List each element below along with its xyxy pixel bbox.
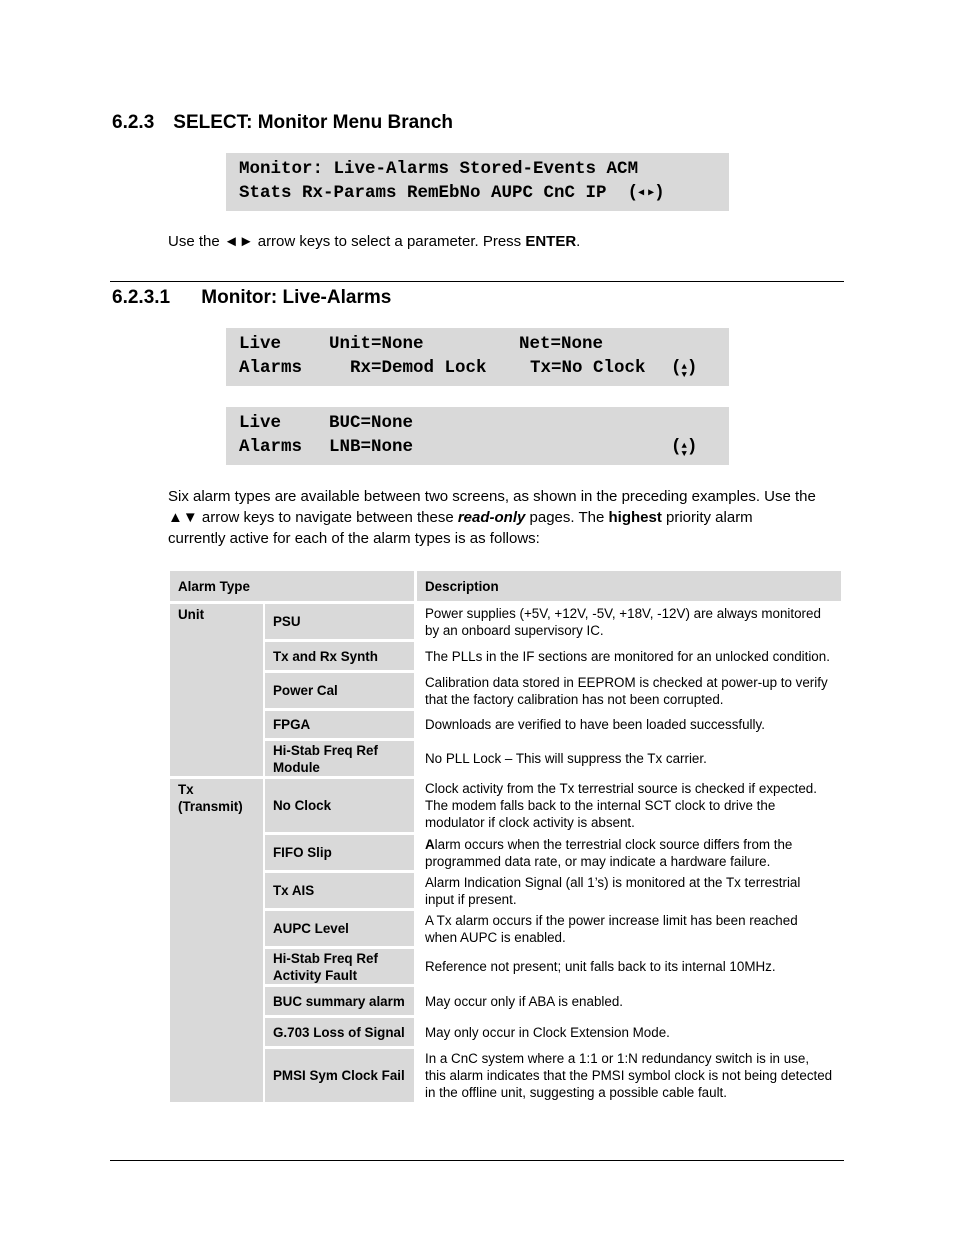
alarm-name: No Clock [265, 779, 417, 835]
alarm-group-unit: Unit [170, 604, 265, 779]
alarm-description: A Tx alarm occurs if the power increase limit has been reached when AUPC is enabled. [417, 911, 841, 949]
alarm-name: BUC summary alarm [265, 987, 417, 1018]
lcd-display-live-alarms-1 [226, 328, 729, 386]
lcd-buc-status: BUC=None [329, 413, 414, 433]
lcd-rx-status: Rx=Demod Lock [350, 358, 487, 378]
alarm-description: Alarm occurs when the terrestrial clock source differs from the programmed data rate, or may indicate a hardware failure. [417, 835, 841, 873]
alarm-description: Clock activity from the Tx terrestrial source is checked if expected. The modem falls back to the internal SCT clock to drive the modulator if clock activity is absent. [417, 779, 841, 835]
table-row [170, 604, 841, 642]
subsection-heading [112, 287, 391, 309]
alarm-description: Calibration data stored in EEPROM is checked at power-up to verify that the factory calibration has not been corrupted. [417, 673, 841, 711]
lcd-alarms-label: Alarms [239, 358, 303, 378]
lcd-unit-status: Unit=None [329, 334, 424, 354]
table-row [170, 949, 841, 987]
lcd-alarms-label: Alarms [239, 437, 303, 457]
lcd-line-1: Monitor: Live-Alarms Stored-Events ACM [239, 159, 639, 179]
alarm-name: Hi-Stab Freq Ref Activity Fault [265, 949, 417, 987]
intro-text: Use the ◄► arrow keys to select a parameter. Press ENTER. [168, 233, 581, 250]
alarm-description: No PLL Lock – This will suppress the Tx carrier. [417, 741, 841, 779]
alarm-description: In a CnC system where a 1:1 or 1:N redundancy switch is in use, this alarm indicates that the PMSI symbol clock is not being detected in the offline unit, suggesting a possible cable fault. [417, 1049, 841, 1105]
alarm-name: PSU [265, 604, 417, 642]
header-alarm-type: Alarm Type [170, 571, 417, 604]
alarm-description: May only occur in Clock Extension Mode. [417, 1018, 841, 1049]
alarm-description: Power supplies (+5V, +12V, -5V, +18V, -12V) are always monitored by an onboard supervisory IC. [417, 604, 841, 642]
table-row [170, 873, 841, 911]
table-row [170, 711, 841, 741]
section-divider [110, 281, 844, 282]
alarm-name: AUPC Level [265, 911, 417, 949]
alarm-name: Hi-Stab Freq Ref Module [265, 741, 417, 779]
alarm-group-tx: Tx (Transmit) [170, 779, 265, 1105]
footer-divider [110, 1160, 844, 1161]
alarm-name: FPGA [265, 711, 417, 741]
table-row [170, 911, 841, 949]
table-row [170, 835, 841, 873]
alarm-description: Downloads are verified to have been loaded successfully. [417, 711, 841, 741]
table-row [170, 1049, 841, 1105]
alarm-name: Tx and Rx Synth [265, 642, 417, 673]
subsection-number: 6.2.3.1 [112, 287, 171, 308]
alarm-description: May occur only if ABA is enabled. [417, 987, 841, 1018]
section-title: SELECT: Monitor Menu Branch [173, 112, 454, 133]
alarm-name: FIFO Slip [265, 835, 417, 873]
alarm-name: Power Cal [265, 673, 417, 711]
lcd-tx-status: Tx=No Clock [530, 358, 646, 378]
subsection-title: Monitor: Live-Alarms [201, 287, 392, 308]
section-heading [112, 112, 453, 134]
lcd-live-label: Live [239, 334, 282, 354]
up-down-arrows-icon: ( ▲ ▼ ) [671, 437, 698, 459]
table-row [170, 741, 841, 779]
alarm-description: Alarm Indication Signal (all 1’s) is monitored at the Tx terrestrial input if present. [417, 873, 841, 911]
table-row [170, 987, 841, 1018]
lcd-live-label: Live [239, 413, 282, 433]
alarm-name: PMSI Sym Clock Fail [265, 1049, 417, 1105]
lcd-lnb-status: LNB=None [329, 437, 414, 457]
table-row [170, 673, 841, 711]
up-down-arrows-icon: ( ▲ ▼ ) [671, 358, 698, 380]
lcd-display-live-alarms-2 [226, 407, 729, 465]
lcd-net-status: Net=None [519, 334, 604, 354]
table-header-row [170, 571, 841, 604]
alarm-description: The PLLs in the IF sections are monitored for an unlocked condition. [417, 642, 841, 673]
table-row [170, 779, 841, 835]
body-paragraph: Six alarm types are available between two screens, as shown in the preceding examples. Use the ▲▼ arrow keys to navigate between these read-only pages. The highest priority alarm currently active for each of the alarm types is as follows: [168, 488, 816, 547]
header-description: Description [417, 571, 841, 604]
section-number: 6.2.3 [112, 112, 155, 133]
alarm-name: G.703 Loss of Signal [265, 1018, 417, 1049]
alarm-name: Tx AIS [265, 873, 417, 911]
table-row [170, 1018, 841, 1049]
lcd-display-monitor-menu [226, 153, 729, 211]
table-row [170, 642, 841, 673]
lcd-line-2: Stats Rx-Params RemEbNo AUPC CnC IP ( ◀ ▶ ) [239, 181, 665, 206]
alarm-type-table [170, 571, 841, 1105]
left-right-arrows-icon: ◀ ▶ [638, 188, 655, 199]
alarm-description: Reference not present; unit falls back to its internal 10MHz. [417, 949, 841, 987]
